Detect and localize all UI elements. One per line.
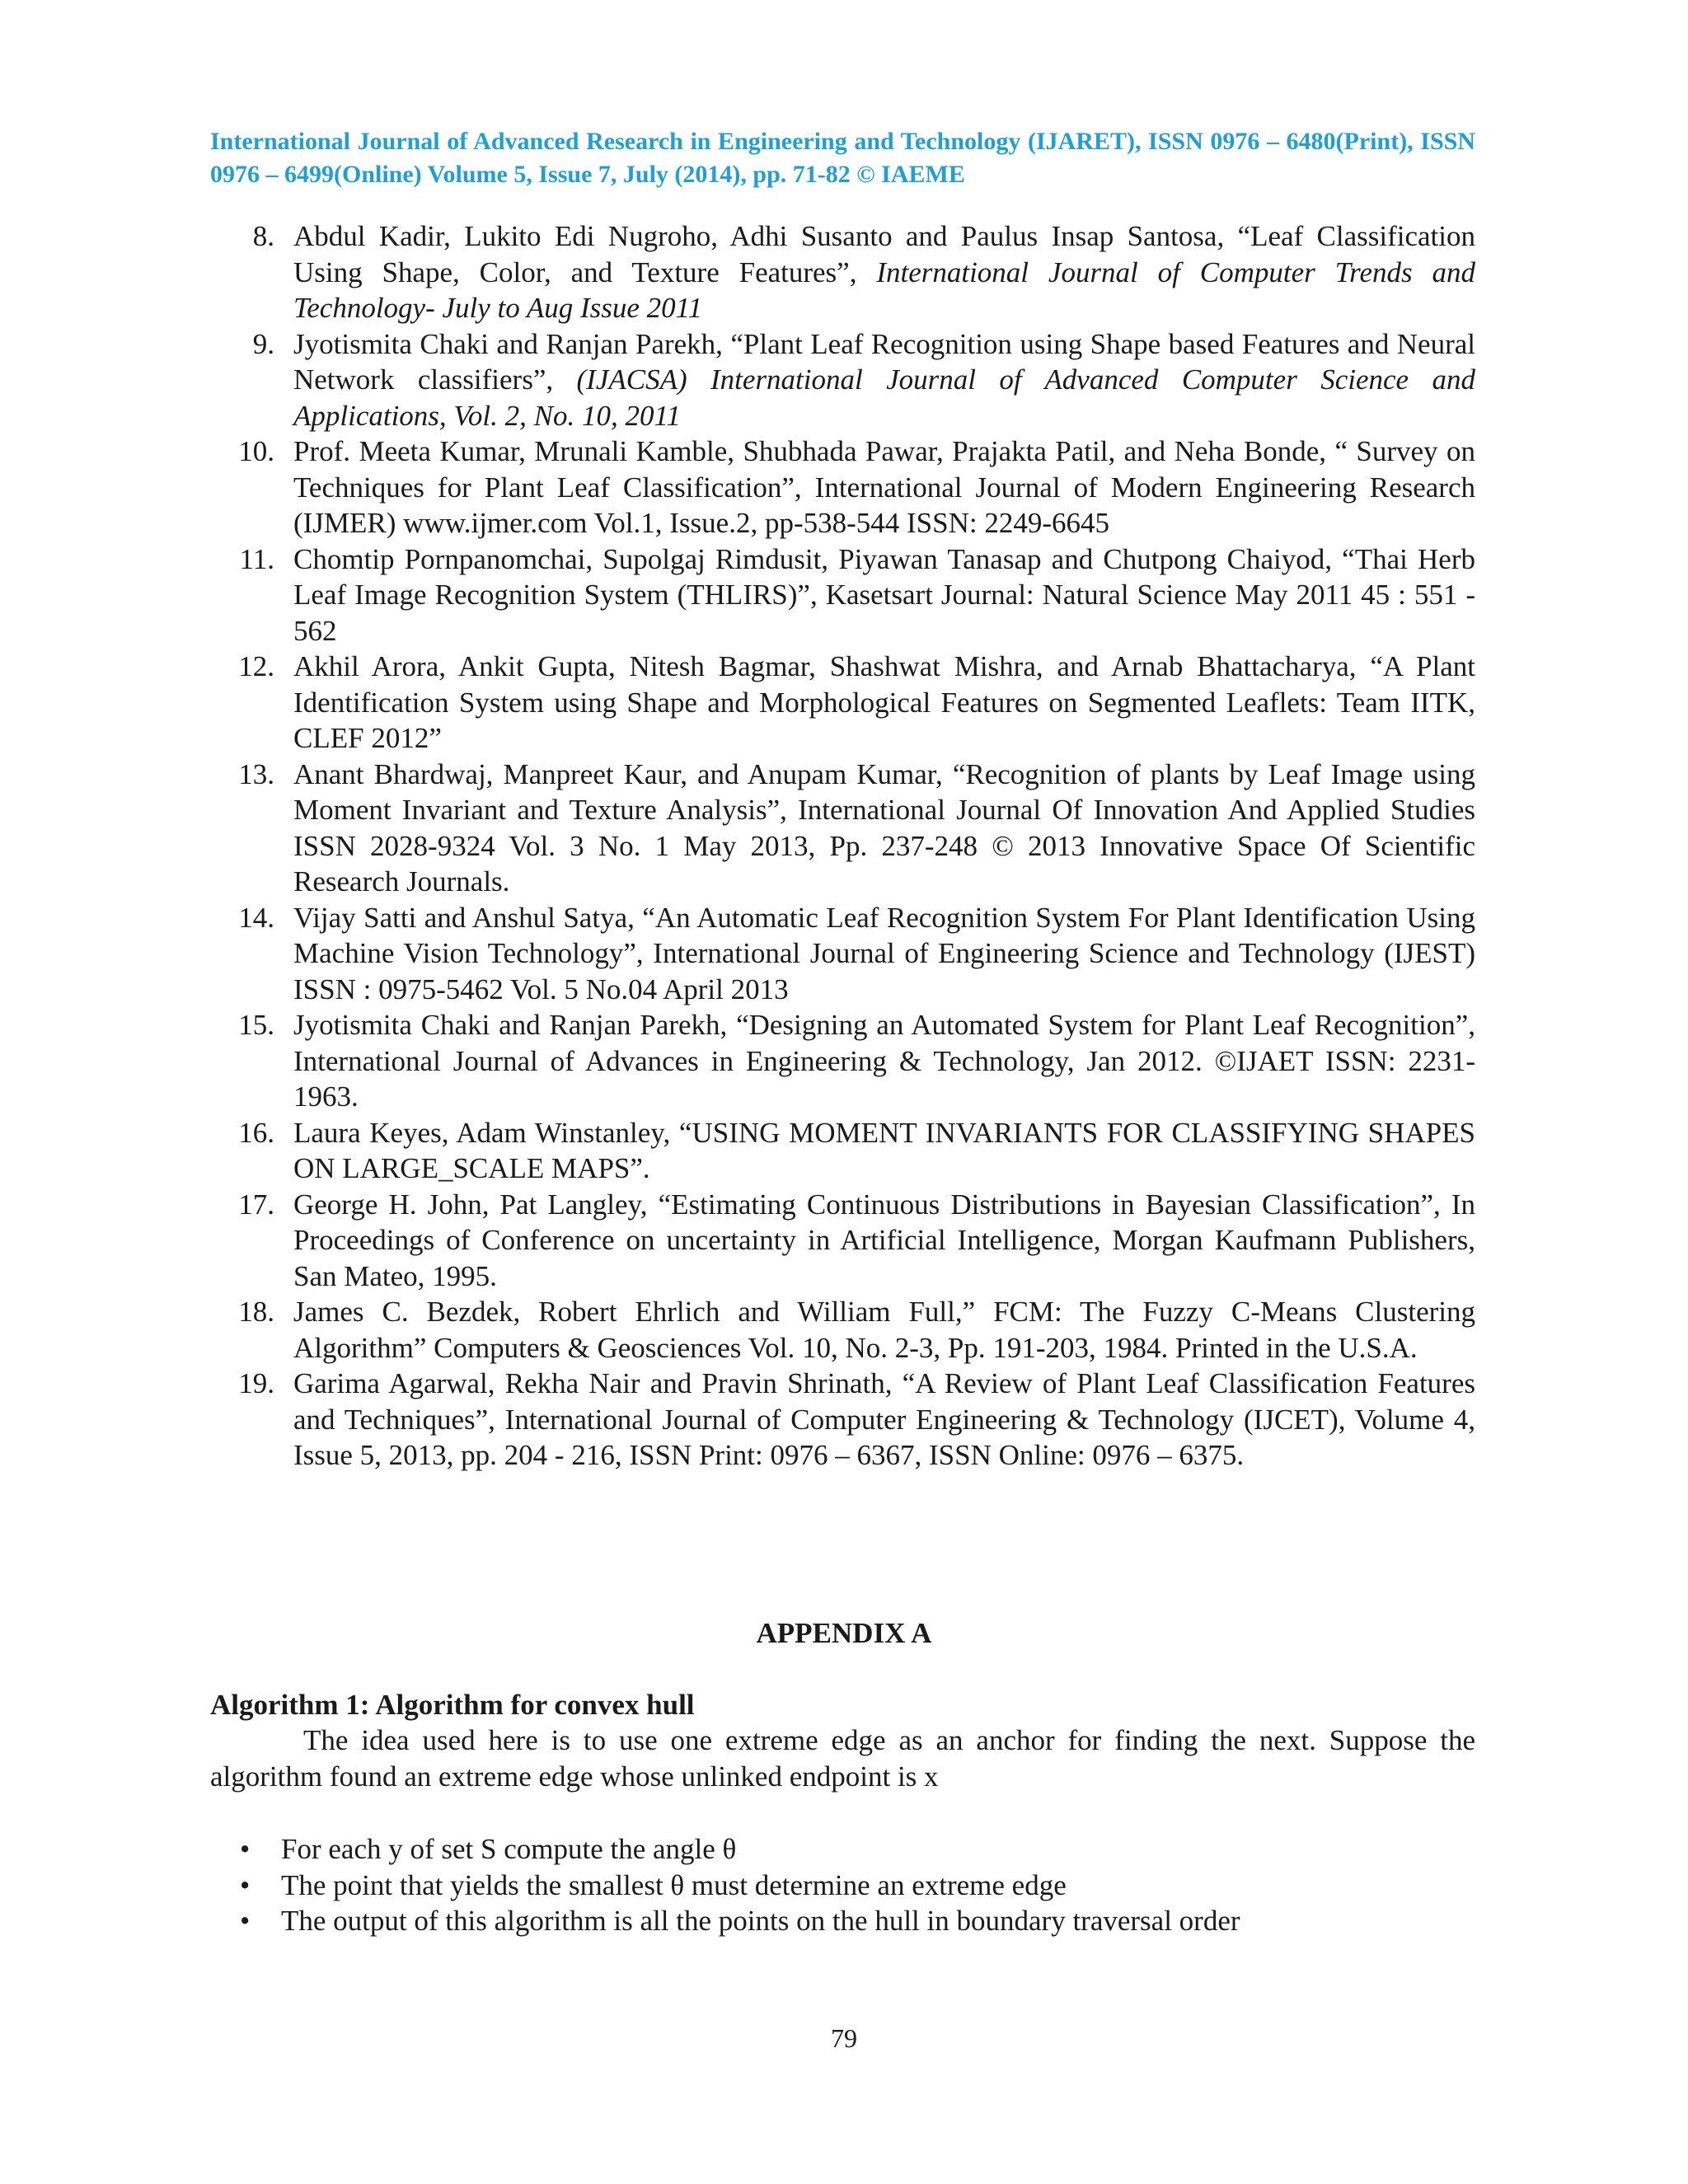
reference-number: 19. <box>238 1367 274 1399</box>
reference-text: Garima Agarwal, Rekha Nair and Pravin Shrinath, “A Review of Plant Leaf Classification Features and Techniques”, International Journal of Computer Engineering & Technology (IJCET), Volume 4, Issue 5, 2013, pp. 204 - 216, ISSN Print: 0976 – 6367, ISSN Online: 0976 – 6375. <box>293 1367 1475 1471</box>
algorithm-paragraph: The idea used here is to use one extreme edge as an anchor for finding the next. Suppose the algorithm found an extreme edge whose unlinked endpoint is x <box>210 1724 1475 1793</box>
reference-number: 15. <box>238 1009 274 1041</box>
algorithm-title: Algorithm 1: Algorithm for convex hull <box>210 1689 695 1721</box>
reference-number: 16. <box>238 1116 274 1149</box>
bullet-icon: • <box>240 1868 251 1901</box>
reference-item <box>210 757 1475 900</box>
reference-item <box>210 1115 1475 1187</box>
algorithm-bullet-list <box>210 1831 1475 1939</box>
reference-text: Laura Keyes, Adam Winstanley, “USING MOMENT INVARIANTS FOR CLASSIFYING SHAPES ON LARGE_SCALE MAPS”. <box>293 1116 1475 1184</box>
reference-item <box>210 1187 1475 1295</box>
reference-number: 17. <box>238 1188 274 1221</box>
reference-item <box>210 434 1475 541</box>
reference-source: (IJACSA) International Journal of Advanced Computer Science and Applications, Vol. 2, No. 10, 2011 <box>293 363 1475 432</box>
reference-list <box>210 218 1475 1474</box>
bullet-icon: • <box>240 1905 251 1937</box>
reference-item <box>210 1294 1475 1366</box>
reference-text: James C. Bezdek, Robert Ehrlich and William Full,” FCM: The Fuzzy C-Means Clustering Algorithm” Computers & Geosciences Vol. 10, No. 2-3, Pp. 191-203, 1984. Printed in the U.S.A. <box>293 1296 1475 1364</box>
reference-source: International Journal of Computer Trends and Technology- July to Aug Issue 2011 <box>293 255 1475 324</box>
reference-text: Prof. Meeta Kumar, Mrunali Kamble, Shubhada Pawar, Prajakta Patil, and Neha Bonde, “ Survey on Techniques for Plant Leaf Classification”, International Journal of Modern Engineering Research (IJMER) www.ijmer.com Vol.1, Issue.2, pp-538-544 ISSN: 2249-6645 <box>293 435 1475 539</box>
reference-item <box>210 218 1475 326</box>
reference-number: 13. <box>238 757 274 790</box>
reference-text: Jyotismita Chaki and Ranjan Parekh, “Designing an Automated System for Plant Leaf Recognition”, International Journal of Advances in Engineering & Technology, Jan 2012. ©IJAET ISSN: 2231-1963. <box>293 1009 1475 1113</box>
bullet-item <box>210 1903 1475 1939</box>
reference-number: 14. <box>238 901 274 934</box>
reference-text: Akhil Arora, Ankit Gupta, Nitesh Bagmar, Shashwat Mishra, and Arnab Bhattacharya, “A Plant Identification System using Shape and Morphological Features on Segmented Leaflets: Team IITK, CLEF 2012” <box>293 650 1475 754</box>
bullet-text: The point that yields the smallest θ must determine an extreme edge <box>281 1868 1067 1901</box>
reference-item <box>210 326 1475 434</box>
reference-text: Jyotismita Chaki and Ranjan Parekh, “Plant Leaf Recognition using Shape based Features and Neural Network classifiers”, <box>293 327 1475 396</box>
reference-item <box>210 1007 1475 1115</box>
reference-number: 8. <box>252 220 274 252</box>
reference-number: 11. <box>239 542 274 575</box>
reference-item <box>210 541 1475 649</box>
journal-header: International Journal of Advanced Research in Engineering and Technology (IJARET), ISSN 0976 – 6480(Print), ISSN 0976 – 6499(Online) Volume 5, Issue 7, July (2014), pp. 71-82 © IAEME <box>210 128 1475 188</box>
bullet-icon: • <box>240 1833 251 1865</box>
bullet-item <box>210 1868 1475 1904</box>
reference-number: 12. <box>238 650 274 682</box>
reference-text: Abdul Kadir, Lukito Edi Nugroho, Adhi Susanto and Paulus Insap Santosa, “Leaf Classification Using Shape, Color, and Texture Features”, <box>293 220 1475 288</box>
reference-text: Chomtip Pornpanomchai, Supolgaj Rimdusit, Piyawan Tanasap and Chutpong Chaiyod, “Thai Herb Leaf Image Recognition System (THLIRS)”, Kasetsart Journal: Natural Science May 2011 45 : 551 - 562 <box>293 542 1475 647</box>
reference-number: 18. <box>238 1296 274 1328</box>
page-number: 79 <box>831 2023 857 2053</box>
bullet-text: For each y of set S compute the angle θ <box>281 1833 737 1865</box>
appendix-heading: APPENDIX A <box>756 1617 932 1649</box>
reference-text: George H. John, Pat Langley, “Estimating Continuous Distributions in Bayesian Classification”, In Proceedings of Conference on uncertainty in Artificial Intelligence, Morgan Kaufmann Publishers, San Mateo, 1995. <box>293 1188 1475 1292</box>
bullet-text: The output of this algorithm is all the points on the hull in boundary traversal order <box>281 1905 1240 1937</box>
reference-number: 10. <box>238 435 274 467</box>
reference-text: Anant Bhardwaj, Manpreet Kaur, and Anupam Kumar, “Recognition of plants by Leaf Image using Moment Invariant and Texture Analysis”, International Journal Of Innovation And Applied Studies ISSN 2028-9324 Vol. 3 No. 1 May 2013, Pp. 237-248 © 2013 Innovative Space Of Scientific Research Journals. <box>293 757 1475 898</box>
reference-item <box>210 900 1475 1008</box>
reference-item <box>210 1366 1475 1474</box>
reference-text: Vijay Satti and Anshul Satya, “An Automatic Leaf Recognition System For Plant Identification Using Machine Vision Technology”, International Journal of Engineering Science and Technology (IJEST) ISSN : 0975-5462 Vol. 5 No.04 April 2013 <box>293 901 1475 1005</box>
bullet-item <box>210 1831 1475 1868</box>
reference-number: 9. <box>252 327 274 360</box>
reference-item <box>210 649 1475 757</box>
